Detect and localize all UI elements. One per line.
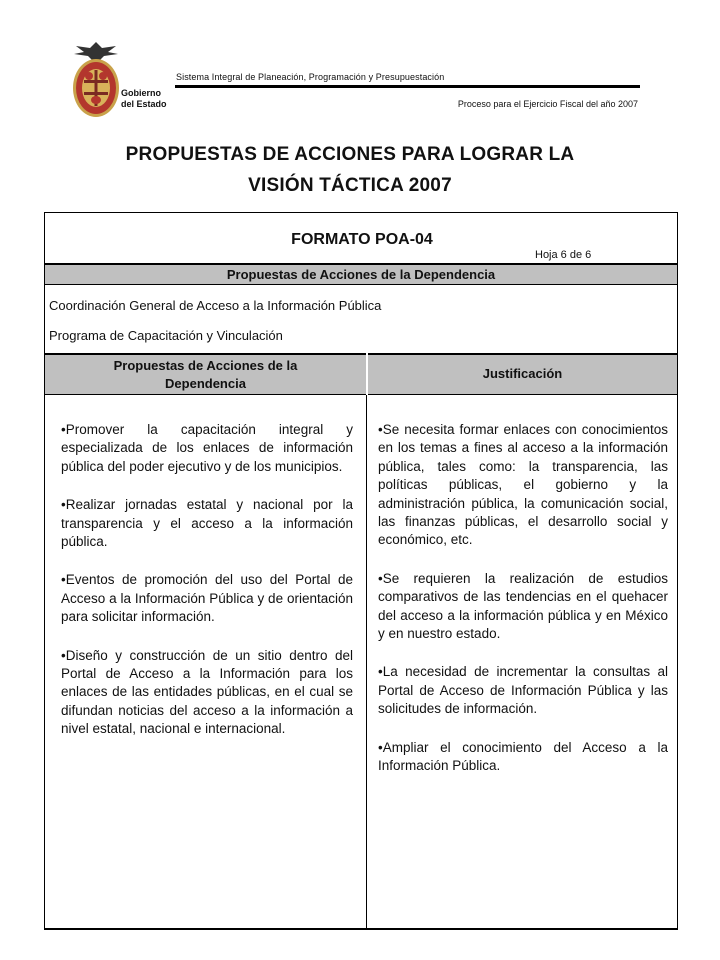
header-divider (175, 85, 640, 88)
agency-name: Coordinación General de Acceso a la Información Pública (49, 298, 382, 313)
list-item (61, 421, 353, 476)
list-item (378, 663, 668, 718)
bullet-icon: • (378, 664, 383, 680)
bullet-icon: • (61, 647, 66, 663)
document-title-line2: VISIÓN TÁCTICA 2007 (248, 175, 452, 196)
page-counter: Hoja 6 de 6 (535, 249, 592, 261)
proposal-text: Promover la capacitación integral y especializada de los enlaces de información pública del poder ejecutivo y de los municipios. (61, 422, 353, 474)
list-item (378, 739, 668, 776)
bullet-icon: • (61, 422, 66, 437)
list-item (61, 647, 353, 739)
justifications-list (378, 421, 668, 796)
list-item (61, 571, 353, 626)
proposal-text: Diseño y construcción de un sitio dentro del Portal de Acceso a la Información para los enlaces de las entidades públicas, en el cual se difundan noticias del acceso a la información a nivel estatal, nacional e internacional. (61, 647, 353, 737)
proposals-list (61, 421, 353, 759)
proposals-column-header (45, 353, 366, 395)
list-item (378, 570, 668, 644)
bullet-icon: • (61, 572, 66, 588)
proposals-header-line1: Propuestas de Acciones de la (113, 358, 298, 373)
list-item (61, 496, 353, 551)
justification-text: Se requieren la realización de estudios comparativos de las tendencias en el quehacer del acceso a la información pública y en México y en nuestro estado. (378, 570, 668, 642)
list-item (378, 421, 668, 550)
state-coat-of-arms-icon (70, 40, 122, 120)
form-bottom-rule (44, 928, 678, 930)
proposal-text: Realizar jornadas estatal y nacional por la transparencia y el acceso a la información pública. (61, 497, 353, 550)
government-label (121, 88, 167, 110)
government-label-line1: Gobierno (121, 88, 161, 98)
program-name: Programa de Capacitación y Vinculación (49, 328, 283, 343)
bullet-icon: • (378, 570, 383, 586)
section-title: Propuestas de Acciones de la Dependencia (45, 263, 677, 285)
justification-column-header: Justificación (368, 353, 677, 395)
column-divider (366, 395, 367, 929)
system-name: Sistema Integral de Planeación, Programación y Presupuestación (176, 72, 445, 82)
bullet-icon: • (378, 739, 383, 755)
bullet-icon: • (61, 497, 66, 513)
form-container (44, 212, 678, 930)
proposal-text: Eventos de promoción del uso del Portal de Acceso a la Información Pública y de orientación para solicitar información. (61, 572, 353, 625)
process-name: Proceso para el Ejercicio Fiscal del año 2007 (457, 99, 638, 109)
proposals-header-line2: Dependencia (165, 376, 246, 391)
justification-text: Se necesita formar enlaces con conocimientos en los temas a fines al acceso a la información pública, tales como: la transparencia, las políticas públicas, el gobierno y la administración pública, la comunicación social, las finanzas públicas, el desarrollo social y económico, etc. (378, 422, 668, 548)
document-title (60, 139, 640, 201)
government-label-line2: del Estado (121, 99, 167, 109)
document-title-line1: PROPUESTAS DE ACCIONES PARA LOGRAR LA (125, 144, 575, 165)
format-code: FORMATO POA-04 (291, 231, 433, 248)
bullet-icon: • (378, 422, 383, 437)
justification-text: Ampliar el conocimiento del Acceso a la Información Pública. (378, 739, 668, 774)
justification-text: La necesidad de incrementar la consultas al Portal de Acceso de Información Pública y las solicitudes de información. (378, 664, 668, 717)
